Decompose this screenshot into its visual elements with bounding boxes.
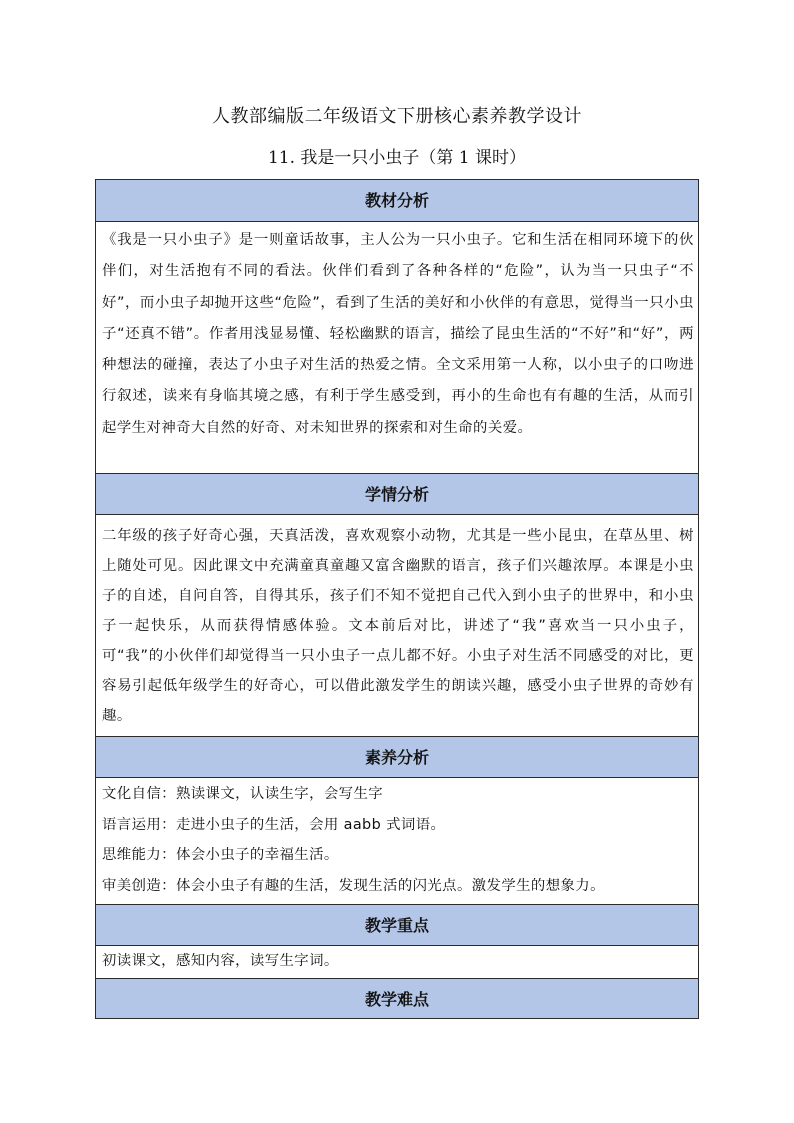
literacy-body-cell xyxy=(96,778,699,905)
material-heading-row xyxy=(96,180,699,222)
learner-body-row xyxy=(96,515,699,737)
learner-heading-cell xyxy=(96,474,699,515)
difficulties-heading-cell xyxy=(96,979,699,1019)
literacy-item: 语言运用：走进小虫子的生活，会用 aabb 式词语。 xyxy=(102,816,446,833)
literacy-body-row xyxy=(96,778,699,905)
key-points-body-cell xyxy=(96,946,699,979)
key-points-text: 初读课文，感知内容，读写生字词。 xyxy=(102,953,339,969)
literacy-heading-cell xyxy=(96,737,699,778)
key-points-heading-row xyxy=(96,905,699,946)
document-title: 人教部编版二年级语文下册核心素养教学设计 xyxy=(212,106,582,127)
material-body-cell xyxy=(96,222,699,474)
literacy-item: 文化自信：熟读课文，认读生字，会写生字 xyxy=(102,786,384,802)
literacy-item: 审美创造：体会小虫子有趣的生活，发现生活的闪光点。激发学生的想象力。 xyxy=(102,878,605,895)
literacy-item: 思维能力：体会小虫子的幸福生活。 xyxy=(102,847,339,864)
learner-heading-row xyxy=(96,474,699,515)
difficulties-heading: 教学难点 xyxy=(364,990,429,1009)
literacy-heading-row xyxy=(96,737,699,778)
lesson-title: 11. 我是一只小虫子（第 1 课时） xyxy=(267,148,527,168)
learner-body-cell xyxy=(96,515,699,737)
learner-text: 二年级的孩子好奇心强，天真活泼，喜欢观察小动物，尤其是一些小昆虫，在草丛里、树上随处可见。因此课文中充满童真童趣又富含幽默的语言，孩子们兴趣浓厚。本课是小虫子的自述，自问自答，自得其乐，孩子们不知不觉把自己代入到小虫子的世界中，和小虫子一起快乐，从而获得情感体验。文本前后对比，讲述了“我”喜欢当一只小虫子，可“我”的小伙伴们却觉得当一只小虫子一点儿都不好。小虫子对生活不同感受的对比，更容易引起低年级学生的好奇心，可以借此激发学生的朗读兴趣，感受小虫子世界的奇妙有趣。 xyxy=(102,528,694,724)
lesson-plan-table xyxy=(95,179,699,1019)
literacy-heading: 素养分析 xyxy=(364,748,429,767)
material-heading-cell xyxy=(96,180,699,222)
key-points-heading: 教学重点 xyxy=(364,916,429,935)
key-points-body-row xyxy=(96,946,699,979)
material-heading: 教材分析 xyxy=(364,191,429,210)
material-body-row xyxy=(96,222,699,474)
difficulties-heading-row xyxy=(96,979,699,1019)
material-text: 《我是一只小虫子》是一则童话故事，主人公为一只小虫子。它和生活在相同环境下的伙伴们，对生活抱有不同的看法。伙伴们看到了各种各样的“危险”，认为当一只虫子“不好”，而小虫子却抛开这些“危险”，看到了生活的美好和小伙伴的有意思，觉得当一只小虫子“还真不错”。作者用浅显易懂、轻松幽默的语言，描绘了昆虫生活的“不好”和“好”，两种想法的碰撞，表达了小虫子对生活的热爱之情。全文采用第一人称，以小虫子的口吻进行叙述，读来有身临其境之感，有利于学生感受到，再小的生命也有有趣的生活，从而引起学生对神奇大自然的好奇、对未知世界的探索和对生命的关爱。 xyxy=(102,232,694,436)
key-points-heading-cell xyxy=(96,905,699,946)
learner-heading: 学情分析 xyxy=(364,485,429,504)
